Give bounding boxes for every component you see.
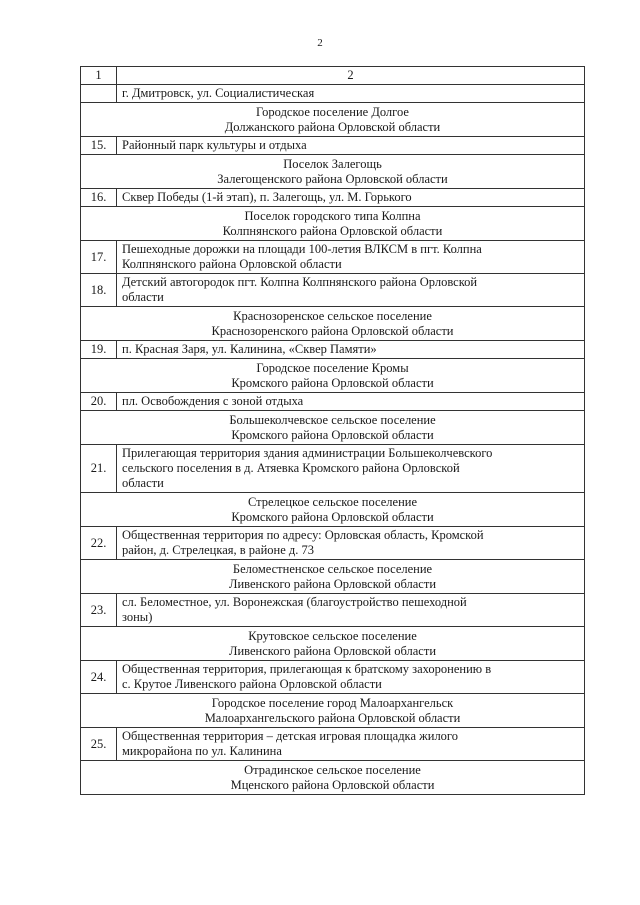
table-row <box>81 661 585 694</box>
section-heading-line: Краснозоренского района Орловской области <box>211 324 454 338</box>
row-number: 25. <box>81 728 117 761</box>
table-row <box>81 445 585 493</box>
row-description <box>117 274 585 307</box>
section-heading <box>81 411 585 445</box>
section-heading-line: Малоархангельского района Орловской области <box>204 711 461 725</box>
section-heading-line: Ливенского района Орловской области <box>228 644 437 658</box>
row-description-line: с. Крутое Ливенского района Орловской области <box>122 677 382 691</box>
section-heading-line: Поселок Залегощь <box>283 157 382 171</box>
section-heading-line: Беломестненское сельское поселение <box>232 562 433 576</box>
section-heading-line: Большеколчевское сельское поселение <box>229 413 436 427</box>
table-row <box>81 594 585 627</box>
row-description-line: Детский автогородок пгт. Колпна Колпнянского района Орловской <box>122 275 478 289</box>
row-number: 16. <box>81 189 117 207</box>
row-description-line: области <box>122 476 164 490</box>
section-row <box>81 761 585 795</box>
row-description <box>117 241 585 274</box>
row-number: 22. <box>81 527 117 560</box>
section-heading <box>81 493 585 527</box>
row-description <box>117 85 585 103</box>
section-row <box>81 307 585 341</box>
section-heading-line: Краснозоренское сельское поселение <box>233 309 432 323</box>
row-number: 18. <box>81 274 117 307</box>
section-row <box>81 493 585 527</box>
section-heading-line: Залегощенского района Орловской области <box>217 172 448 186</box>
row-description <box>117 594 585 627</box>
section-heading-line: Городское поселение город Малоархангельск <box>211 696 454 710</box>
section-row <box>81 359 585 393</box>
section-row <box>81 627 585 661</box>
row-description-line: район, д. Стрелецкая, в районе д. 73 <box>122 543 315 557</box>
section-row <box>81 103 585 137</box>
section-heading <box>81 207 585 241</box>
row-description-line: Пешеходные дорожки на площади 100-летия ВЛКСМ в пгт. Колпна <box>122 242 482 256</box>
row-description <box>117 393 585 411</box>
section-row <box>81 411 585 445</box>
table-row <box>81 189 585 207</box>
row-description-line: Районный парк культуры и отдыха <box>122 138 307 152</box>
table-header-row <box>81 67 585 85</box>
row-number: 19. <box>81 341 117 359</box>
section-heading <box>81 560 585 594</box>
row-description <box>117 341 585 359</box>
section-heading <box>81 761 585 795</box>
row-description-line: п. Красная Заря, ул. Калинина, «Сквер Памяти» <box>122 342 377 356</box>
row-number: 17. <box>81 241 117 274</box>
row-description-line: микрорайона по ул. Калинина <box>122 744 282 758</box>
section-heading <box>81 103 585 137</box>
section-heading-line: Городское поселение Кромы <box>256 361 409 375</box>
section-heading-line: Ливенского района Орловской области <box>228 577 437 591</box>
page-number: 2 <box>317 37 323 49</box>
table-row <box>81 728 585 761</box>
table-row <box>81 274 585 307</box>
row-number: 20. <box>81 393 117 411</box>
row-description-line: Общественная территория, прилегающая к братскому захоронению в <box>122 662 492 676</box>
territories-table <box>80 66 585 795</box>
table-row <box>81 137 585 155</box>
row-description-line: Прилегающая территория здания администрации Большеколчевского <box>122 446 493 460</box>
row-description <box>117 728 585 761</box>
row-description-line: Колпнянского района Орловской области <box>122 257 342 271</box>
row-description <box>117 137 585 155</box>
row-number <box>81 85 117 103</box>
row-number: 15. <box>81 137 117 155</box>
header-col-name: 2 <box>117 67 585 85</box>
row-number: 23. <box>81 594 117 627</box>
section-heading <box>81 359 585 393</box>
table-body <box>81 67 585 795</box>
row-description-line: области <box>122 290 164 304</box>
row-description-line: сельского поселения в д. Атяевка Кромского района Орловской <box>122 461 460 475</box>
section-row <box>81 155 585 189</box>
section-heading <box>81 627 585 661</box>
section-row <box>81 207 585 241</box>
section-heading-line: Отрадинское сельское поселение <box>244 763 421 777</box>
table-row <box>81 241 585 274</box>
row-description-line: Сквер Победы (1-й этап), п. Залегощь, ул. М. Горького <box>122 190 412 204</box>
row-number: 24. <box>81 661 117 694</box>
section-heading-line: Стрелецкое сельское поселение <box>247 495 418 509</box>
row-description-line: Общественная территория по адресу: Орловская область, Кромской <box>122 528 484 542</box>
section-heading-line: Городское поселение Долгое <box>256 105 409 119</box>
row-description-line: Общественная территория – детская игровая площадка жилого <box>122 729 458 743</box>
section-heading-line: Кромского района Орловской области <box>231 428 434 442</box>
section-row <box>81 694 585 728</box>
row-description <box>117 189 585 207</box>
row-description-line: г. Дмитровск, ул. Социалистическая <box>122 86 315 100</box>
section-heading-line: Колпнянского района Орловской области <box>222 224 443 238</box>
row-description <box>117 445 585 493</box>
section-heading-line: Поселок городского типа Колпна <box>244 209 421 223</box>
section-heading-line: Мценского района Орловской области <box>230 778 435 792</box>
row-description <box>117 527 585 560</box>
row-description-line: пл. Освобождения с зоной отдыха <box>122 394 304 408</box>
table-row <box>81 393 585 411</box>
section-heading-line: Кромского района Орловской области <box>231 376 434 390</box>
section-heading-line: Кромского района Орловской области <box>231 510 434 524</box>
section-heading <box>81 307 585 341</box>
header-col-number: 1 <box>81 67 117 85</box>
row-description-line: сл. Беломестное, ул. Воронежская (благоустройство пешеходной <box>122 595 467 609</box>
section-row <box>81 560 585 594</box>
row-description <box>117 661 585 694</box>
section-heading <box>81 694 585 728</box>
table-row <box>81 527 585 560</box>
table-row <box>81 85 585 103</box>
section-heading-line: Крутовское сельское поселение <box>248 629 417 643</box>
section-heading <box>81 155 585 189</box>
row-description-line: зоны) <box>122 610 153 624</box>
row-number: 21. <box>81 445 117 493</box>
table-row <box>81 341 585 359</box>
section-heading-line: Должанского района Орловской области <box>224 120 441 134</box>
